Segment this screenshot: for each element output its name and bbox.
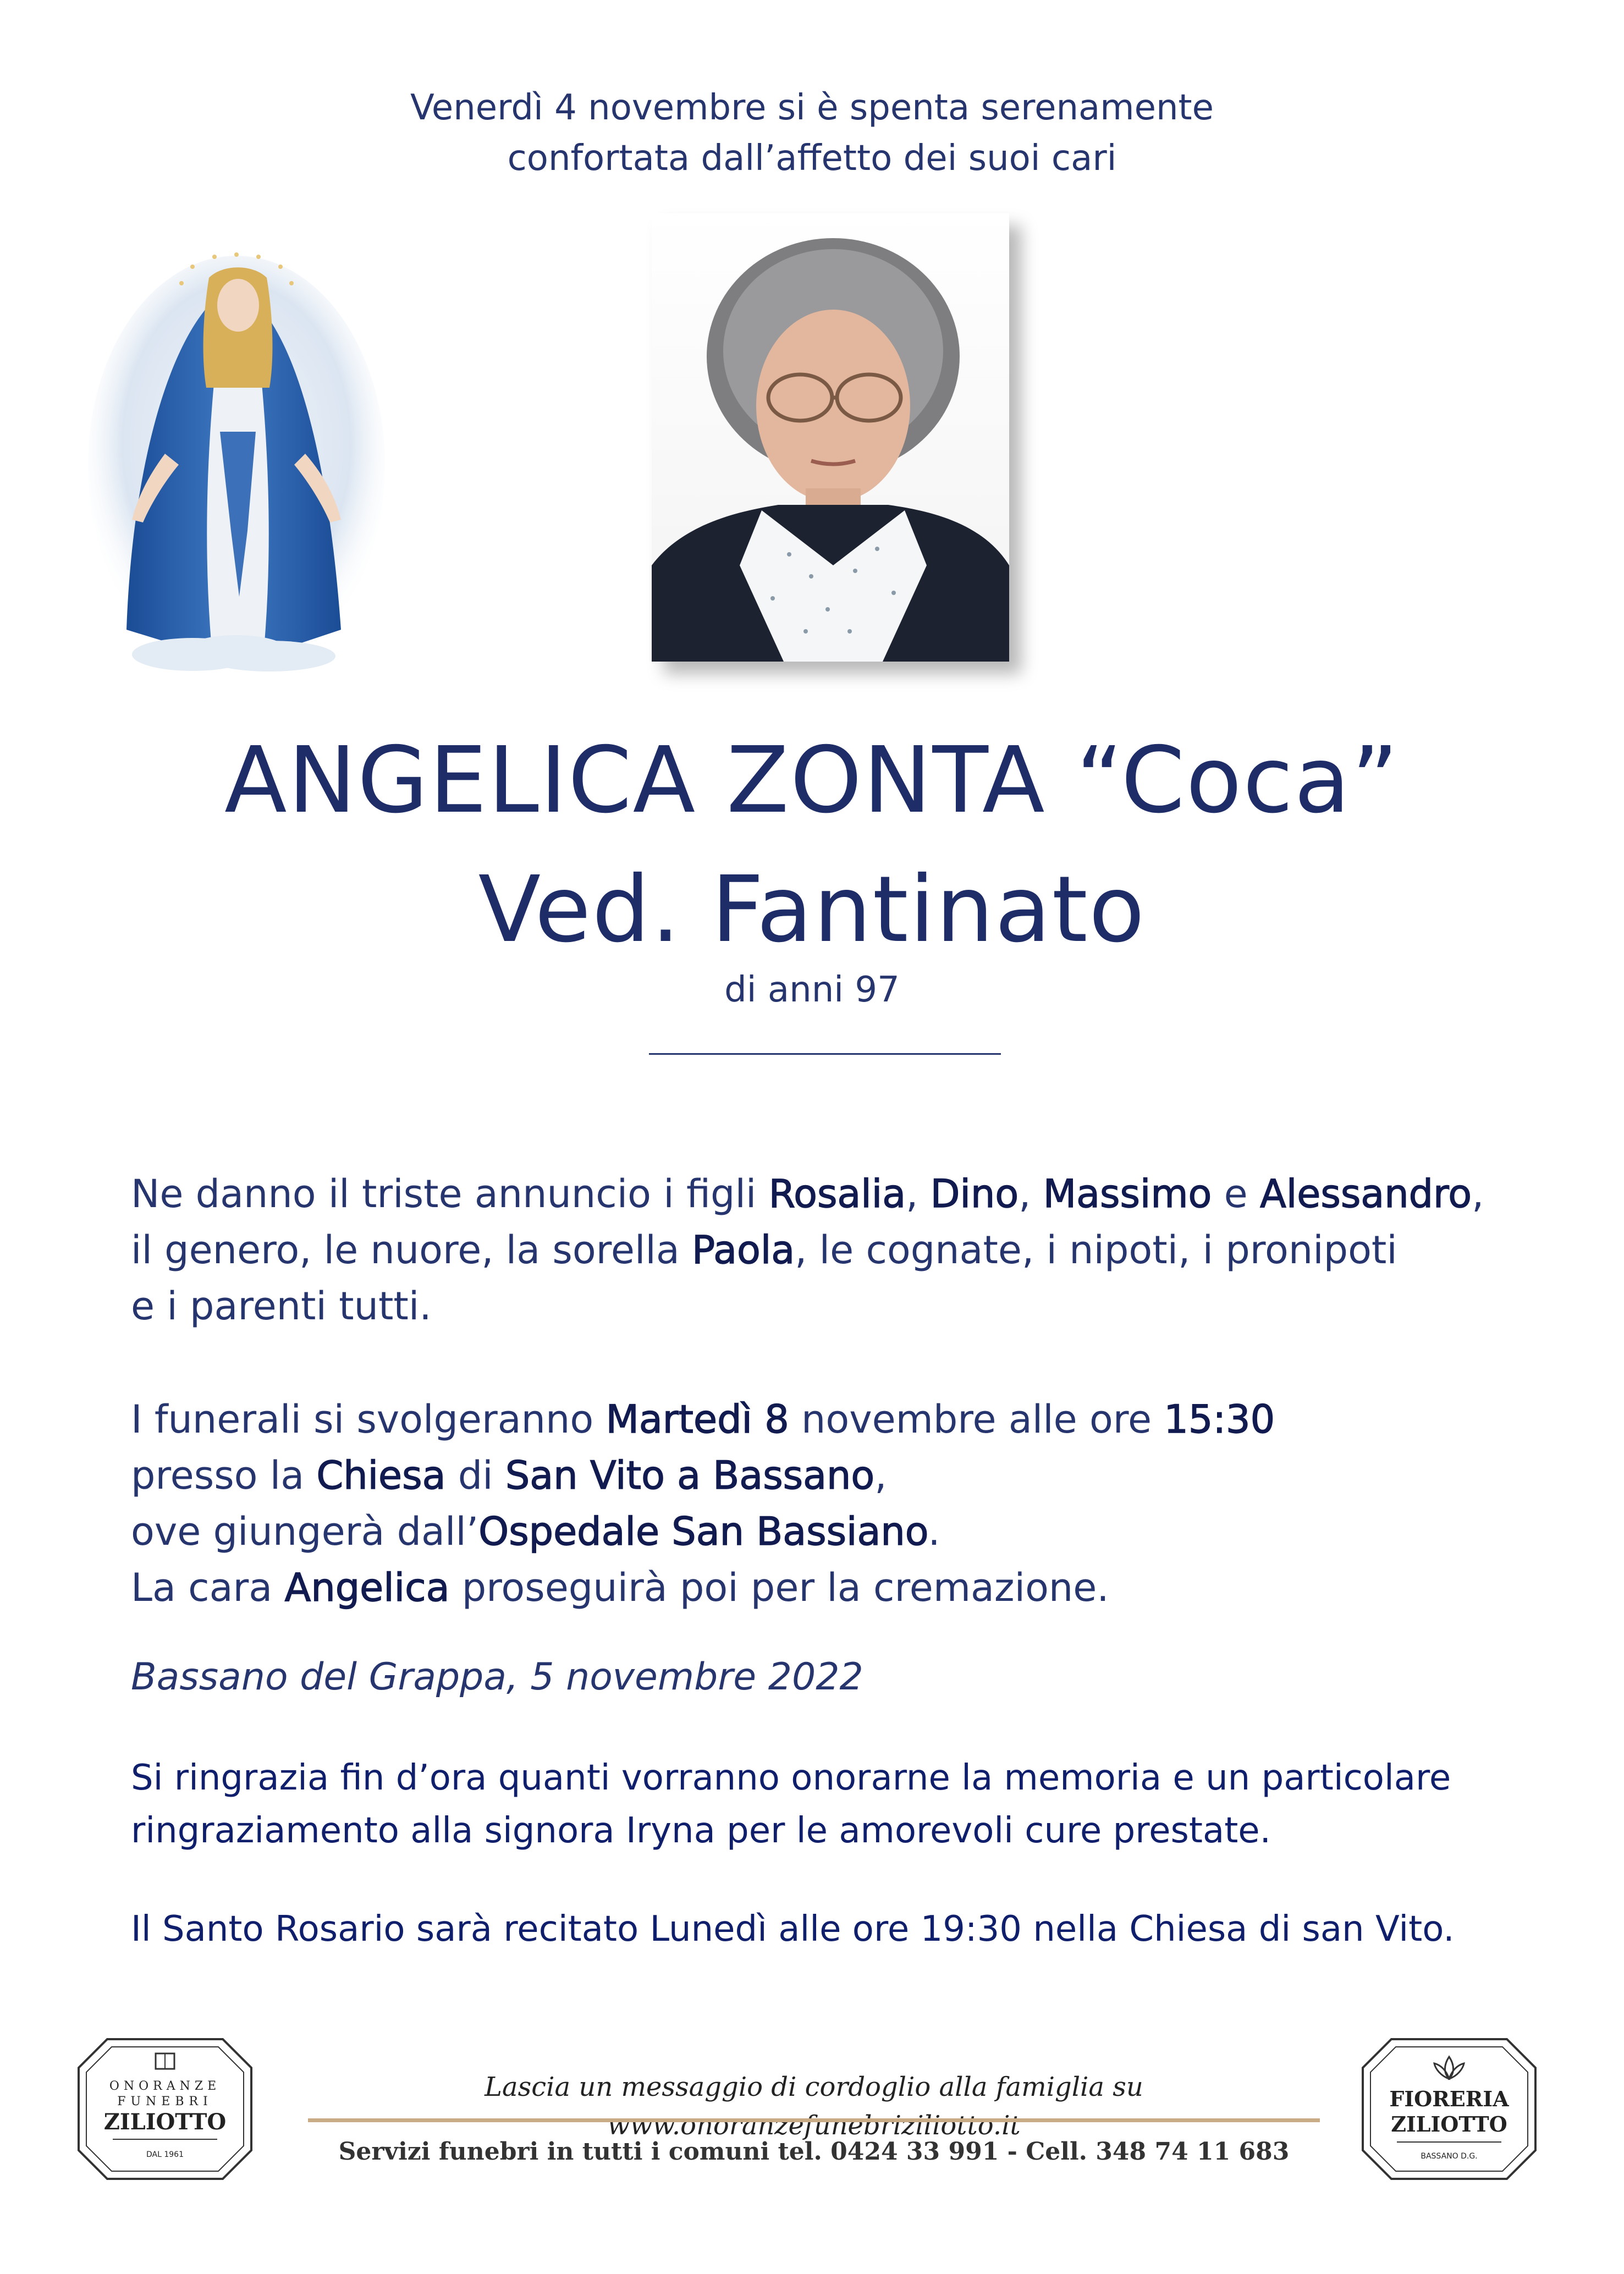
madonna-image bbox=[82, 245, 390, 674]
funeral-highlight: Ospedale San Bassiano bbox=[478, 1509, 928, 1554]
funeral-text: di bbox=[445, 1453, 505, 1498]
section-divider bbox=[649, 1053, 1001, 1055]
logo-right-line2: ZILIOTTO bbox=[1391, 2112, 1507, 2137]
funeral-highlight: Martedì 8 bbox=[605, 1397, 789, 1442]
announcement-highlight: Alessandro bbox=[1259, 1171, 1472, 1216]
logo-left-line2: FUNEBRI bbox=[117, 2095, 213, 2108]
announcement-paragraph bbox=[131, 1166, 1506, 1334]
funeral-text: I funerali si svolgeranno bbox=[131, 1397, 606, 1442]
announcement-text: e i parenti tutti. bbox=[131, 1284, 432, 1329]
funeral-text: proseguirà poi per la cremazione. bbox=[449, 1565, 1109, 1610]
funeral-paragraph bbox=[131, 1391, 1506, 1616]
logo-left-line4: DAL 1961 bbox=[146, 2150, 184, 2159]
announcement-text: il genero, le nuore, la sorella bbox=[131, 1227, 692, 1273]
deceased-name: ANGELICA ZONTA “Coca” bbox=[224, 728, 1400, 834]
funeral-text: , bbox=[874, 1453, 887, 1498]
footer-condolence-message: Lascia un messaggio di cordoglio alla famiglia su www.onoranzefunebriziliotto.it bbox=[485, 2072, 1143, 2141]
deceased-widow-of: Ved. Fantinato bbox=[478, 857, 1146, 963]
fioreria-ziliotto-logo bbox=[1358, 2035, 1540, 2183]
footer-gold-line bbox=[308, 2118, 1320, 2122]
funeral-text: ove giungerà dall’ bbox=[131, 1509, 479, 1554]
thanks-line-2: ringraziamento alla signora Iryna per le amorevoli cure prestate. bbox=[131, 1810, 1271, 1851]
announcement-text: , bbox=[1472, 1171, 1484, 1216]
logo-left-line3: ZILIOTTO bbox=[103, 2109, 227, 2135]
announcement-text: Ne danno il triste annuncio i figli bbox=[131, 1171, 769, 1216]
logo-left-line1: ONORANZE bbox=[109, 2079, 221, 2093]
thanks-paragraph bbox=[131, 1752, 1506, 1857]
logo-right-line3: BASSANO D.G. bbox=[1421, 2152, 1478, 2161]
intro-line-1: Venerdì 4 novembre si è spenta serenamente bbox=[410, 87, 1214, 128]
place-date: Bassano del Grappa, 5 novembre 2022 bbox=[131, 1655, 863, 1699]
funeral-text: . bbox=[928, 1509, 940, 1554]
funeral-text: novembre alle ore bbox=[789, 1397, 1164, 1442]
announcement-highlight: Massimo bbox=[1043, 1171, 1212, 1216]
funeral-highlight: San Vito a Bassano bbox=[505, 1453, 875, 1498]
announcement-text: , bbox=[906, 1171, 931, 1216]
intro-text bbox=[0, 82, 1624, 184]
logo-right-line1: FIORERIA bbox=[1389, 2086, 1509, 2111]
intro-line-2: confortata dall’affetto dei suoi cari bbox=[507, 138, 1117, 179]
announcement-text: , bbox=[1019, 1171, 1043, 1216]
announcement-highlight: Rosalia bbox=[768, 1171, 906, 1216]
funeral-highlight: 15:30 bbox=[1164, 1397, 1275, 1442]
funeral-text: La cara bbox=[131, 1565, 285, 1610]
announcement-text: e bbox=[1212, 1171, 1260, 1216]
footer-services: Servizi funebri in tutti i comuni tel. 0424 33 991 - Cell. 348 74 11 683 bbox=[338, 2138, 1290, 2166]
onoranze-ziliotto-logo bbox=[74, 2035, 256, 2183]
thanks-line-1: Si ringrazia fin d’ora quanti vorranno onorarne la memoria e un particolare bbox=[131, 1758, 1451, 1798]
funeral-highlight: Chiesa bbox=[316, 1453, 446, 1498]
deceased-age: di anni 97 bbox=[724, 970, 900, 1010]
funeral-highlight: Angelica bbox=[284, 1565, 450, 1610]
announcement-highlight: Dino bbox=[930, 1171, 1019, 1216]
rosary-notice: Il Santo Rosario sarà recitato Lunedì alle ore 19:30 nella Chiesa di san Vito. bbox=[131, 1909, 1455, 1950]
portrait-photo bbox=[652, 213, 1009, 662]
announcement-highlight: Paola bbox=[692, 1227, 795, 1273]
announcement-text: , le cognate, i nipoti, i pronipoti bbox=[795, 1227, 1397, 1273]
funeral-text: presso la bbox=[131, 1453, 317, 1498]
